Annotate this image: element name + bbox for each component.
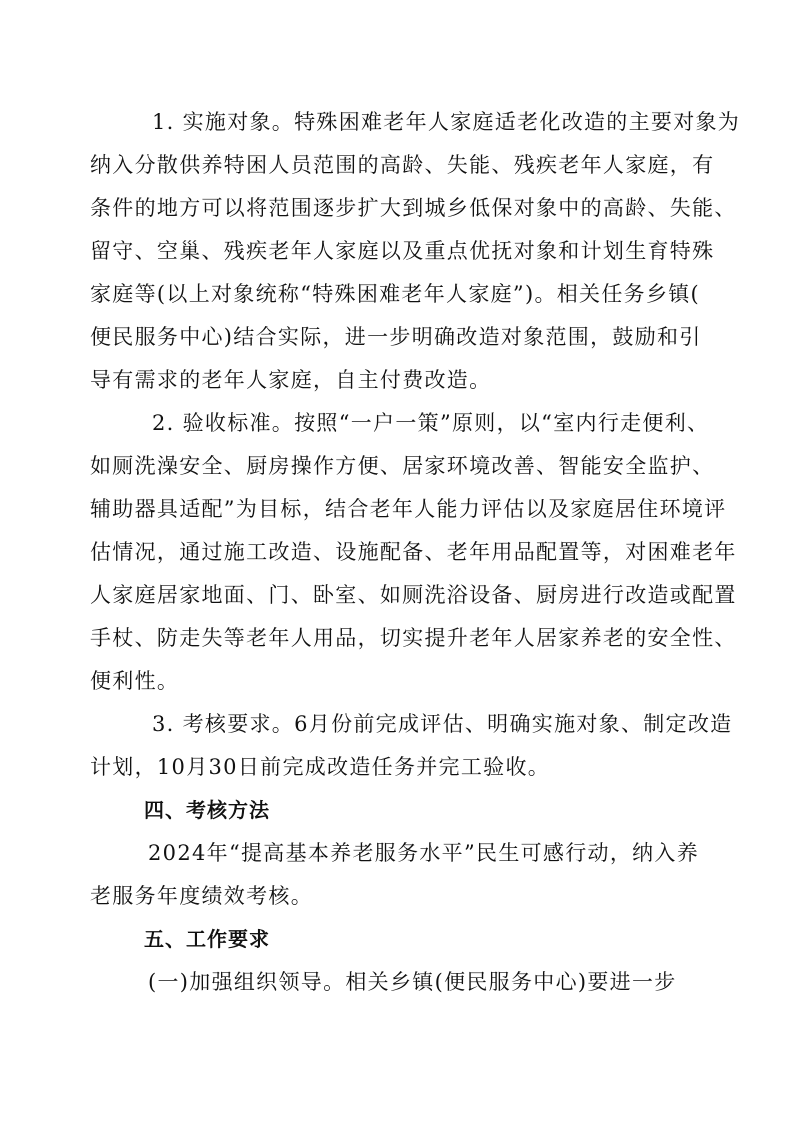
paragraph-line: (一)加强组织领导。相关乡镇(便民服务中心)要进一步	[148, 970, 677, 994]
paragraph-line: 便利性。	[90, 669, 180, 693]
paragraph-line: 留守、空巢、残疾老年人家庭以及重点优抚对象和计划生育特殊	[90, 239, 715, 263]
paragraph-line: 计划，10月30日前完成改造任务并完工验收。	[90, 755, 551, 779]
paragraph-line: 手杖、防走失等老年人用品，切实提升老年人居家养老的安全性、	[90, 626, 737, 650]
paragraph-line: 辅助器具适配”为目标，结合老年人能力评估以及家庭居住环境评	[90, 497, 727, 521]
paragraph-line: 3. 考核要求。6月份前完成评估、明确实施对象、制定改造	[152, 712, 733, 736]
paragraph-line: 导有需求的老年人家庭，自主付费改造。	[90, 368, 492, 392]
paragraph-line: 2024年“提高基本养老服务水平”民生可感行动，纳入养	[148, 841, 700, 865]
section-heading: 五、工作要求	[144, 927, 270, 951]
paragraph-line: 2. 验收标准。按照“一户一策”原则，以“室内行走便利、	[152, 411, 710, 435]
paragraph-line: 纳入分散供养特困人员范围的高龄、失能、残疾老年人家庭，有	[90, 153, 715, 177]
paragraph-line: 条件的地方可以将范围逐步扩大到城乡低保对象中的高龄、失能、	[90, 196, 737, 220]
paragraph-line: 估情况，通过施工改造、设施配备、老年用品配置等，对困难老年	[90, 540, 737, 564]
paragraph-line: 家庭等(以上对象统称“特殊困难老年人家庭”)。相关任务乡镇(	[90, 282, 701, 306]
paragraph-line: 如厕洗澡安全、厨房操作方便、居家环境改善、智能安全监护、	[90, 454, 715, 478]
paragraph-line: 1. 实施对象。特殊困难老年人家庭适老化改造的主要对象为	[152, 110, 741, 134]
paragraph-line: 老服务年度绩效考核。	[90, 884, 313, 908]
paragraph-line: 便民服务中心)结合实际，进一步明确改造对象范围，鼓励和引	[90, 325, 702, 349]
section-heading: 四、考核方法	[144, 798, 270, 822]
paragraph-line: 人家庭居家地面、门、卧室、如厕洗浴设备、厨房进行改造或配置	[90, 583, 737, 607]
